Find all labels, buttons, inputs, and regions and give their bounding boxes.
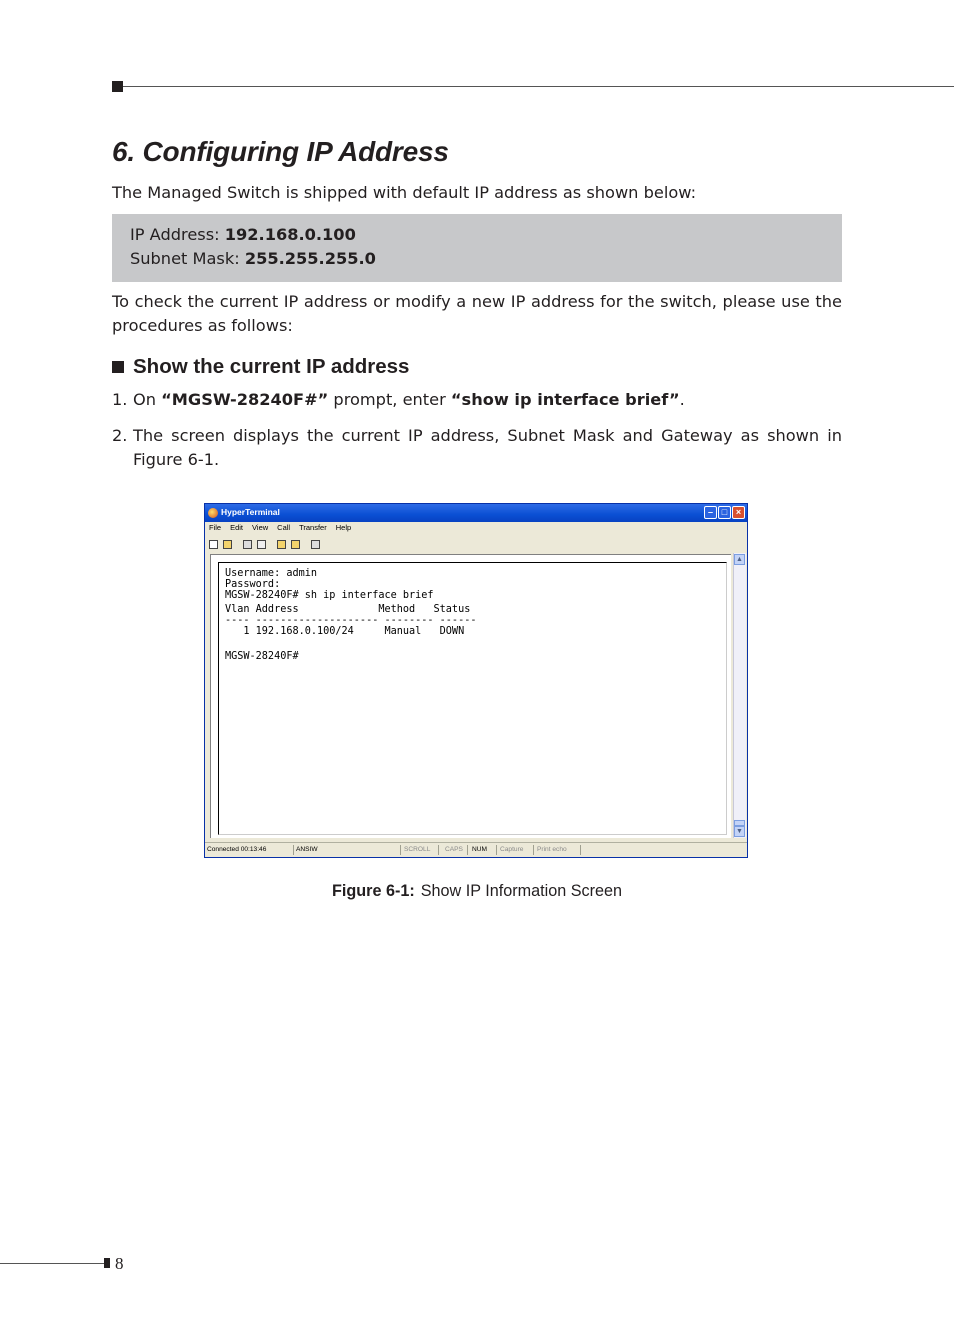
toolbar [209, 537, 320, 551]
num-status: NUM [472, 846, 488, 853]
subnet-mask-label: Subnet Mask: [130, 249, 245, 268]
scroll-up-icon[interactable]: ▲ [734, 554, 745, 565]
properties-icon[interactable] [311, 540, 320, 549]
terminal-line: 1 192.168.0.100/24 Manual DOWN [225, 626, 465, 637]
scroll-down-icon[interactable]: ▼ [734, 826, 745, 837]
header-rule [120, 86, 954, 87]
status-divider [400, 845, 401, 855]
new-icon[interactable] [209, 540, 218, 549]
menu-edit[interactable]: Edit [230, 523, 244, 532]
status-divider [467, 845, 468, 855]
step-text [133, 388, 842, 412]
header-marker [112, 81, 123, 92]
menu-file[interactable]: File [209, 523, 222, 532]
caps-status: CAPS [445, 846, 463, 853]
menu-bar [209, 523, 351, 535]
step-number: 2. [112, 426, 128, 445]
square-bullet-icon [112, 361, 124, 373]
step-number: 1. [112, 390, 128, 409]
terminal-line: ---- -------------------- -------- ------ [225, 615, 477, 626]
ip-address-line [130, 225, 356, 244]
title-bar[interactable] [205, 504, 747, 522]
default-ip-box [112, 214, 842, 282]
status-divider [496, 845, 497, 855]
step-text-part: On [133, 390, 162, 409]
capture-status: Capture [500, 846, 524, 853]
status-divider [580, 845, 581, 855]
terminal-line: MGSW-28240F# [225, 651, 299, 662]
ip-address-value: 192.168.0.100 [224, 225, 356, 244]
command-text: “show ip interface brief” [450, 390, 680, 409]
figure-caption [0, 882, 954, 901]
maximize-icon[interactable]: □ [718, 506, 731, 519]
step-text-part: . [679, 390, 685, 409]
subnet-mask-line [130, 249, 376, 268]
hyperterminal-icon [208, 508, 218, 518]
menu-transfer[interactable]: Transfer [299, 523, 327, 532]
scroll-status: SCROLL [404, 846, 431, 853]
connected-status: Connected 00:13:46 [207, 846, 267, 853]
menu-help[interactable]: Help [335, 523, 352, 532]
hyperterminal-window [204, 503, 748, 858]
connect-icon[interactable] [243, 540, 252, 549]
disconnect-icon[interactable] [257, 540, 266, 549]
terminal-area[interactable] [210, 554, 731, 838]
ip-address-label: IP Address: [130, 225, 225, 244]
close-icon[interactable]: × [732, 506, 745, 519]
menu-view[interactable]: View [252, 523, 269, 532]
terminal-line: MGSW-28240F# sh ip interface brief [225, 590, 434, 601]
menu-call[interactable]: Call [277, 523, 291, 532]
terminal-line: Vlan Address Method Status [225, 604, 471, 615]
status-divider [533, 845, 534, 855]
vertical-scrollbar[interactable] [733, 553, 746, 838]
subsection-title: Show the current IP address [133, 355, 410, 378]
send-icon[interactable] [277, 540, 286, 549]
terminal-line: Username: admin [225, 568, 318, 579]
subsection-heading [112, 355, 409, 379]
status-bar [205, 842, 747, 857]
step-1 [112, 388, 842, 412]
prompt-name: “MGSW-28240F#” [161, 390, 329, 409]
open-icon[interactable] [223, 540, 232, 549]
figure-label: Figure 6-1: [331, 882, 415, 900]
terminal-line: Password: [225, 579, 281, 590]
window-title: HyperTerminal [221, 507, 280, 517]
terminal-screen[interactable] [218, 562, 727, 835]
minimize-icon[interactable]: – [704, 506, 717, 519]
receive-icon[interactable] [291, 540, 300, 549]
emulation-status: ANSIW [296, 846, 318, 853]
step-text: The screen displays the current IP address, Subnet Mask and Gateway as shown in Figure 6-1. [133, 426, 842, 469]
footer-rule [0, 1263, 106, 1264]
status-divider [293, 845, 294, 855]
print-echo-status: Print echo [537, 846, 567, 853]
status-divider [438, 845, 439, 855]
intro-text: The Managed Switch is shipped with default IP address as shown below: [112, 183, 697, 202]
figure-title: Show IP Information Screen [420, 882, 622, 900]
step-text-part: prompt, enter [328, 390, 451, 409]
page-number: 8 [115, 1254, 124, 1273]
step-2 [112, 424, 842, 472]
footer-marker [104, 1258, 110, 1268]
procedure-text: To check the current IP address or modify a new IP address for the switch, please use the procedures as follows: [112, 292, 842, 335]
subnet-mask-value: 255.255.255.0 [244, 249, 376, 268]
section-heading: 6. Configuring IP Address [112, 136, 449, 167]
